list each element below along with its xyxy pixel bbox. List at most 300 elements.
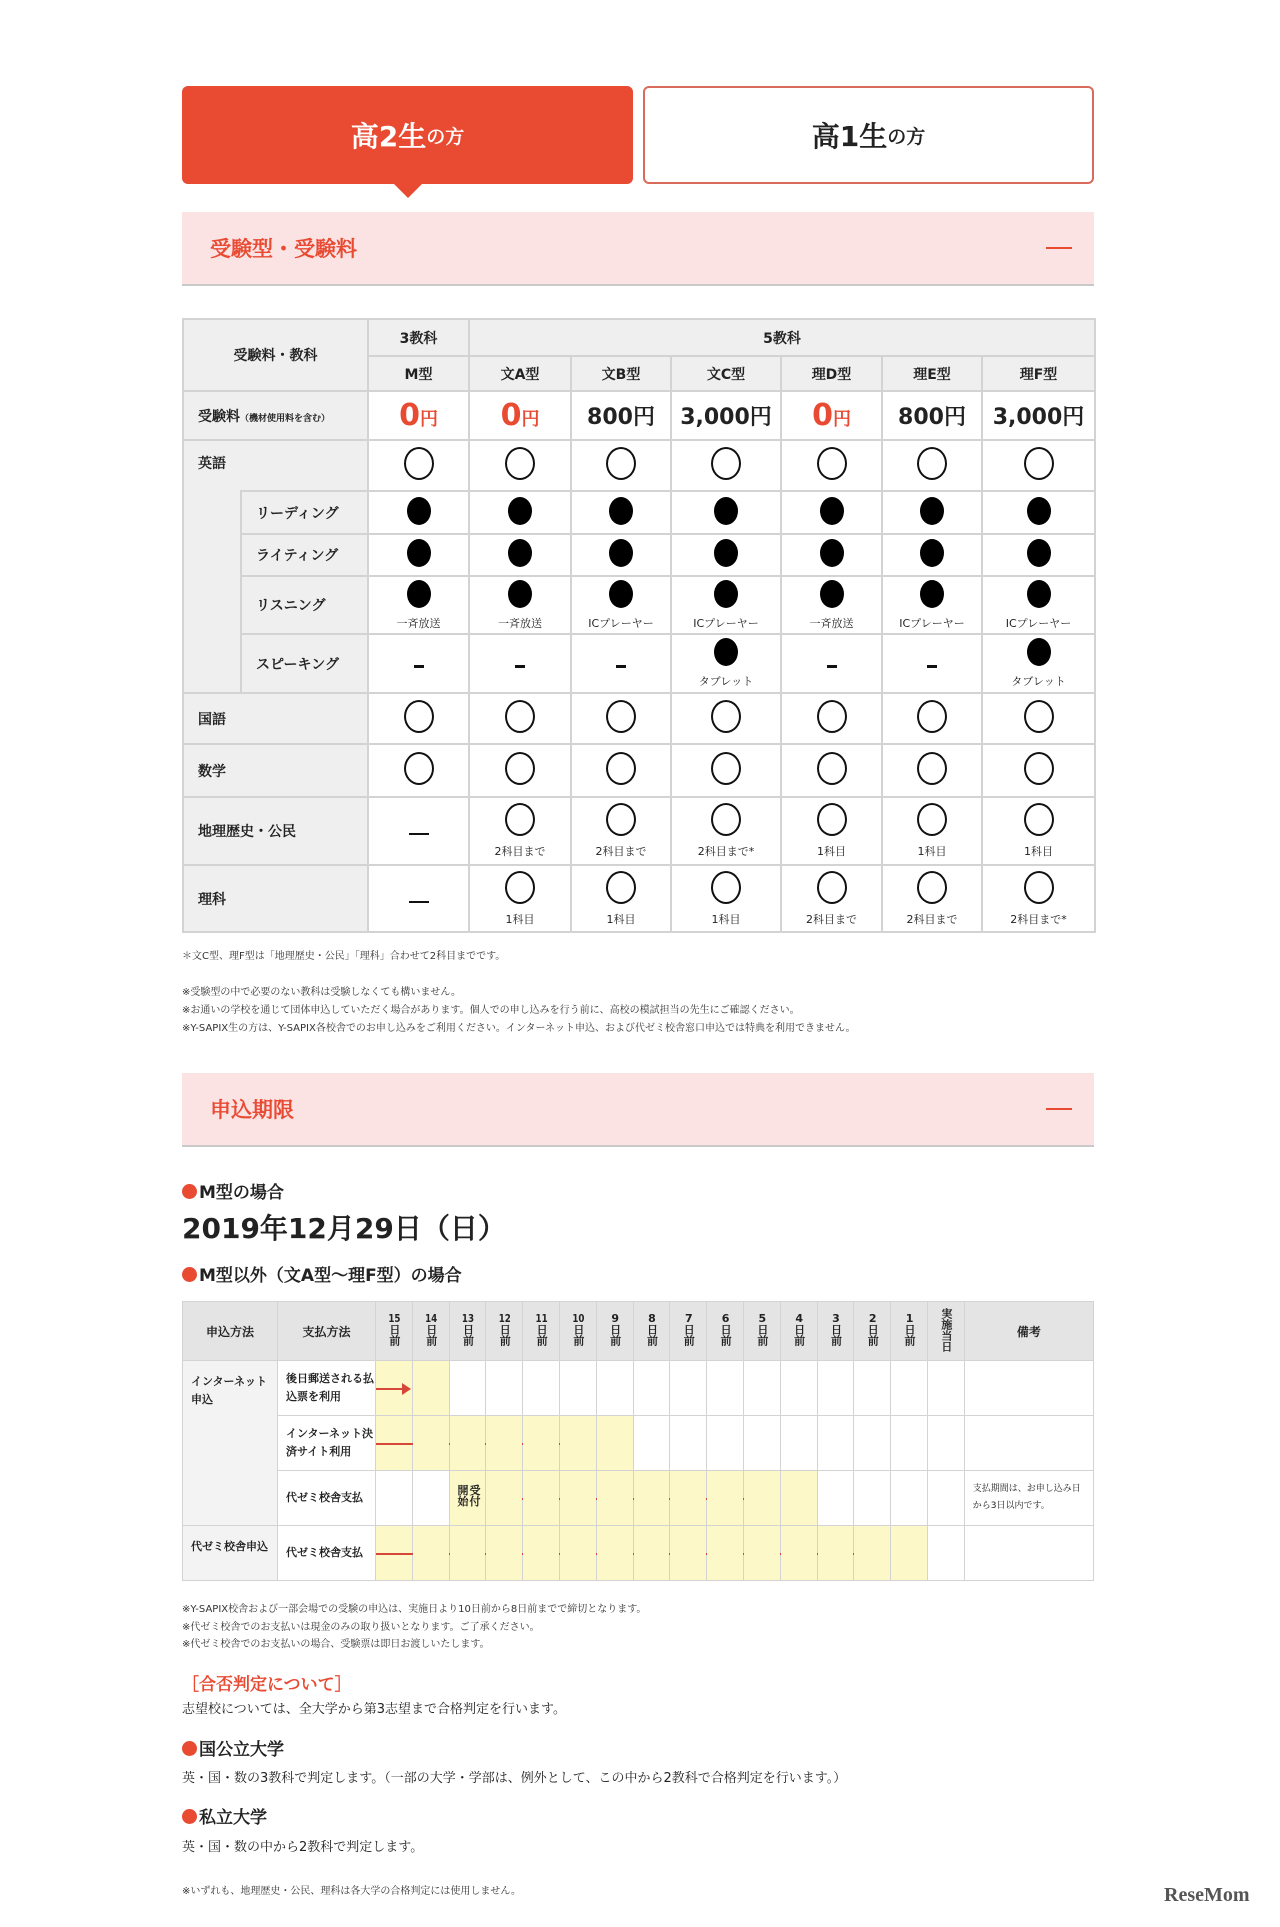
subject-row xyxy=(183,744,1095,797)
filled-circle-icon xyxy=(714,539,738,567)
note: ※Y-SAPIX生の方は、Y-SAPIX各校舎でのお申し込みをご利用ください。インターネット申込、および代ゼミ校舎窓口申込では特典を利用できません。 xyxy=(182,1023,856,1034)
fee-cell xyxy=(781,391,882,440)
day-number: 6 xyxy=(721,1313,730,1324)
mark-cell xyxy=(882,693,982,744)
mark-cell xyxy=(571,534,671,576)
fee-value: 0 xyxy=(399,398,420,433)
open-circle-icon xyxy=(1024,752,1054,785)
mark-note: 1科目 xyxy=(505,912,535,926)
day-label xyxy=(719,1313,731,1346)
day-cell xyxy=(596,1471,633,1526)
day-suffix: 日前 xyxy=(498,1324,512,1346)
open-circle-icon xyxy=(917,752,947,785)
day-cell xyxy=(412,1361,449,1416)
mark-cell xyxy=(571,865,671,932)
day-number: 5 xyxy=(758,1313,767,1324)
day-suffix: 日前 xyxy=(535,1324,549,1346)
filled-circle-icon xyxy=(714,497,738,525)
day-label xyxy=(535,1313,547,1346)
type-header: 理E型 xyxy=(882,356,982,391)
day-cell xyxy=(670,1416,707,1471)
day-label xyxy=(461,1313,473,1346)
day-cell xyxy=(633,1526,670,1581)
schedule-row xyxy=(183,1471,1094,1526)
dash-icon xyxy=(414,665,424,668)
private-univ-heading xyxy=(182,1803,267,1828)
subject-row xyxy=(183,491,1095,534)
open-circle-icon xyxy=(505,871,535,904)
day-cell xyxy=(780,1526,817,1581)
day-cell xyxy=(927,1361,964,1416)
mark-note: タブレット xyxy=(1011,675,1066,688)
day-cell xyxy=(743,1526,780,1581)
day-cell xyxy=(743,1471,780,1526)
day-cell xyxy=(523,1416,560,1471)
tab-grade-1[interactable] xyxy=(643,86,1094,184)
fee-unit: 円 xyxy=(419,409,438,430)
heading-text: M型の場合 xyxy=(199,1183,284,1203)
open-circle-icon xyxy=(606,803,636,836)
mark-cell xyxy=(882,797,982,865)
mark-cell xyxy=(882,865,982,932)
dash-icon xyxy=(827,665,837,668)
m-type-deadline-date: 2019年12月29日（日） xyxy=(182,1212,506,1245)
mark-cell xyxy=(671,576,781,634)
fee-value: 800円 xyxy=(587,405,655,430)
footnote: ※いずれも、地理歴史・公民、理科は各大学の合格判定には使用しません。 xyxy=(182,1886,521,1897)
day-cell xyxy=(707,1526,744,1581)
mark-cell xyxy=(571,576,671,634)
day-suffix: 日前 xyxy=(682,1324,696,1346)
day-cell xyxy=(670,1361,707,1416)
day-cell xyxy=(891,1416,928,1471)
day-cell xyxy=(633,1361,670,1416)
mark-cell xyxy=(368,865,469,932)
day-number: 8 xyxy=(648,1313,656,1324)
filled-circle-icon xyxy=(920,580,944,608)
mark-cell xyxy=(671,865,781,932)
open-circle-icon xyxy=(917,700,947,733)
mark-cell xyxy=(671,440,781,491)
method-cell: インターネット申込 xyxy=(183,1361,278,1526)
method-header: 申込方法 xyxy=(183,1302,278,1361)
payment-cell: 後日郵送される払込票を利用 xyxy=(278,1361,376,1416)
mark-cell xyxy=(671,744,781,797)
exam-type-table xyxy=(182,318,1096,933)
fee-value: 0 xyxy=(500,398,522,433)
filled-circle-icon xyxy=(1027,497,1051,525)
day-cell xyxy=(817,1361,854,1416)
subject-label: 地理歴史・公民 xyxy=(183,797,368,865)
corner-header: 受験料・教科 xyxy=(183,319,368,391)
mark-cell xyxy=(982,534,1095,576)
day-cell xyxy=(633,1416,670,1471)
private-univ-text: 英・国・数の中から2教科で判定します。 xyxy=(182,1840,424,1855)
day-label xyxy=(425,1313,437,1346)
note-cell xyxy=(964,1361,1093,1416)
day-label xyxy=(645,1313,657,1346)
day-suffix: 日前 xyxy=(387,1324,401,1346)
day-cell xyxy=(854,1361,891,1416)
mark-cell xyxy=(571,797,671,865)
open-circle-icon xyxy=(404,447,434,480)
open-circle-icon xyxy=(817,752,847,785)
mark-cell xyxy=(882,491,982,534)
collapse-icon[interactable] xyxy=(1046,1108,1072,1110)
day-number: 2 xyxy=(868,1313,877,1324)
day-header xyxy=(854,1302,891,1361)
day-cell xyxy=(854,1471,891,1526)
mark-cell xyxy=(571,744,671,797)
type-header: 理F型 xyxy=(982,356,1095,391)
open-circle-icon xyxy=(606,447,636,480)
mark-cell xyxy=(368,797,469,865)
day-cell xyxy=(743,1416,780,1471)
day-header xyxy=(376,1302,413,1361)
day-cell xyxy=(670,1526,707,1581)
open-circle-icon xyxy=(711,447,741,480)
day-header xyxy=(449,1302,486,1361)
dash-icon xyxy=(616,665,626,668)
day-cell xyxy=(486,1471,523,1526)
open-circle-icon xyxy=(404,700,434,733)
mark-note: 2科目まで xyxy=(806,912,857,926)
mark-cell xyxy=(368,491,469,534)
day-suffix: 日前 xyxy=(571,1324,585,1346)
mark-note: 2科目まで* xyxy=(697,845,755,858)
day-cell xyxy=(559,1471,596,1526)
day-cell xyxy=(523,1526,560,1581)
day-cell xyxy=(486,1361,523,1416)
day-number: 9 xyxy=(611,1313,619,1324)
mark-note: ICプレーヤー xyxy=(693,616,759,630)
mark-note: ICプレーヤー xyxy=(1005,616,1072,630)
day-suffix: 日前 xyxy=(792,1324,806,1346)
day-header xyxy=(523,1302,560,1361)
day-header xyxy=(743,1302,780,1361)
day-number: 13 xyxy=(461,1313,475,1324)
mark-note: 1科目 xyxy=(606,912,636,926)
day-cell xyxy=(780,1416,817,1471)
bullet-icon xyxy=(182,1184,197,1199)
dash-icon xyxy=(927,665,937,668)
day-cell xyxy=(523,1471,560,1526)
subject-sublabel: リーディング xyxy=(241,491,368,534)
day-suffix: 日前 xyxy=(903,1324,917,1346)
mark-note: 1科目 xyxy=(917,845,947,858)
judgement-title: ［合否判定について］ xyxy=(182,1675,352,1695)
open-circle-icon xyxy=(817,700,847,733)
fee-label xyxy=(183,391,368,440)
mark-cell xyxy=(469,744,571,797)
filled-circle-icon xyxy=(714,638,738,666)
note-cell xyxy=(964,1416,1093,1471)
fee-value: 3,000円 xyxy=(992,405,1085,430)
other-type-heading xyxy=(182,1261,462,1286)
tab-label-suffix: の方 xyxy=(887,125,926,148)
day-cell xyxy=(559,1416,596,1471)
spacer-cell xyxy=(241,440,368,491)
tab-grade-2[interactable] xyxy=(182,86,633,184)
mark-cell xyxy=(469,797,571,865)
mark-cell xyxy=(368,634,469,693)
fee-label-note: （機材使用料を含む） xyxy=(240,413,331,424)
mark-cell xyxy=(882,576,982,634)
schedule-row xyxy=(183,1416,1094,1471)
subject-label: 国語 xyxy=(183,693,368,744)
open-circle-icon xyxy=(505,803,535,836)
day-cell xyxy=(927,1416,964,1471)
mark-cell xyxy=(671,634,781,693)
day-cell xyxy=(780,1361,817,1416)
tab-label: 高1生 xyxy=(811,120,888,153)
mark-cell xyxy=(571,634,671,693)
day-suffix: 日前 xyxy=(866,1324,880,1346)
fee-unit: 円 xyxy=(521,409,540,430)
filled-circle-icon xyxy=(508,539,532,567)
mark-note: 1科目 xyxy=(1024,845,1053,858)
type-header: 文B型 xyxy=(571,356,671,391)
day-header xyxy=(633,1302,670,1361)
heading-text: 私立大学 xyxy=(199,1808,267,1828)
day-header xyxy=(817,1302,854,1361)
filled-circle-icon xyxy=(820,539,844,567)
day-header xyxy=(707,1302,744,1361)
open-circle-icon xyxy=(505,447,535,480)
day-cell xyxy=(891,1526,928,1581)
note: ※Y-SAPIX校舎および一部会場での受験の申込は、実施日より10日前から8日前までで締切となります。 xyxy=(182,1604,647,1615)
subject-row xyxy=(183,865,1095,932)
day-header xyxy=(670,1302,707,1361)
filled-circle-icon xyxy=(407,497,431,525)
note: ※お通いの学校を通じて団体申込していただく場合があります。個人での申し込みを行う前に、高校の模試担当の先生にご確認ください。 xyxy=(182,1005,800,1016)
day-number: 7 xyxy=(684,1313,693,1324)
day-label xyxy=(756,1313,768,1346)
payment-cell: 代ゼミ校舎支払 xyxy=(278,1471,376,1526)
mark-cell xyxy=(781,491,882,534)
filled-circle-icon xyxy=(820,497,844,525)
fee-label-text: 受験料 xyxy=(198,408,240,425)
day-cell xyxy=(707,1471,744,1526)
bullet-icon xyxy=(182,1809,197,1824)
day-number: 12 xyxy=(498,1313,511,1324)
day-number: 14 xyxy=(425,1313,438,1324)
group-header: 5教科 xyxy=(469,319,1095,356)
section-header-deadline[interactable] xyxy=(182,1073,1094,1147)
payment-header: 支払方法 xyxy=(278,1302,376,1361)
day-cell xyxy=(817,1526,854,1581)
day-number: 3 xyxy=(832,1313,840,1324)
mark-cell xyxy=(982,865,1095,932)
day-label xyxy=(572,1313,584,1346)
mark-cell xyxy=(781,744,882,797)
fee-value: 0 xyxy=(812,398,833,433)
open-circle-icon xyxy=(817,803,847,836)
open-circle-icon xyxy=(606,700,636,733)
fee-cell xyxy=(368,391,469,440)
day-cell xyxy=(376,1526,413,1581)
mark-cell xyxy=(671,797,781,865)
mark-cell xyxy=(571,693,671,744)
filled-circle-icon xyxy=(714,580,738,608)
day-cell xyxy=(780,1471,817,1526)
filled-circle-icon xyxy=(407,580,431,608)
mark-cell xyxy=(469,576,571,634)
mark-cell xyxy=(982,634,1095,693)
filled-circle-icon xyxy=(1027,638,1051,666)
collapse-icon[interactable] xyxy=(1046,247,1072,249)
open-circle-icon xyxy=(711,752,741,785)
filled-circle-icon xyxy=(1027,580,1051,608)
note-header: 備考 xyxy=(964,1302,1093,1361)
section-header-exam-types[interactable] xyxy=(182,212,1094,286)
heading-text: 国公立大学 xyxy=(199,1740,284,1760)
day-cell xyxy=(449,1526,486,1581)
day-number: 4 xyxy=(795,1313,803,1324)
filled-circle-icon xyxy=(609,580,633,608)
subject-sublabel: ライティング xyxy=(241,534,368,576)
filled-circle-icon xyxy=(508,497,532,525)
open-circle-icon xyxy=(917,447,947,480)
mark-cell xyxy=(671,534,781,576)
open-circle-icon xyxy=(917,803,947,836)
day-cell xyxy=(449,1471,486,1526)
subject-label: 数学 xyxy=(183,744,368,797)
day-cell xyxy=(559,1526,596,1581)
filled-circle-icon xyxy=(609,539,633,567)
mark-cell xyxy=(982,797,1095,865)
schedule-row xyxy=(183,1361,1094,1416)
day-number: 15 xyxy=(388,1313,401,1324)
note: ※受験型の中で必要のない教科は受験しなくても構いません。 xyxy=(182,987,461,998)
day-number: 11 xyxy=(535,1313,548,1324)
mark-cell xyxy=(982,491,1095,534)
open-circle-icon xyxy=(606,752,636,785)
judgement-intro: 志望校については、全大学から第3志望まで合格判定を行います。 xyxy=(182,1702,566,1717)
subject-row xyxy=(183,797,1095,865)
day-header xyxy=(486,1302,523,1361)
day-label xyxy=(498,1313,510,1346)
section-title: 受験型・受験料 xyxy=(210,237,357,261)
section-title: 申込期限 xyxy=(210,1098,294,1122)
open-circle-icon xyxy=(1024,447,1054,480)
open-circle-icon xyxy=(1024,700,1054,733)
mark-note: タブレット xyxy=(698,675,754,688)
day-label xyxy=(793,1313,805,1346)
schedule-row xyxy=(183,1526,1094,1581)
mark-cell xyxy=(882,744,982,797)
mark-cell xyxy=(781,634,882,693)
day-cell xyxy=(559,1361,596,1416)
day-cell xyxy=(412,1416,449,1471)
open-circle-icon xyxy=(606,871,636,904)
note: ※代ゼミ校舎でのお支払いは現金のみの取り扱いとなります。ご了承ください。 xyxy=(182,1622,540,1633)
day-label xyxy=(682,1313,694,1346)
mark-note: 一斉放送 xyxy=(809,616,854,630)
subject-label: 英語 xyxy=(183,440,241,693)
mark-cell xyxy=(469,534,571,576)
subject-row xyxy=(183,440,1095,491)
mark-cell xyxy=(368,576,469,634)
mark-cell xyxy=(469,491,571,534)
mark-note: 2科目まで xyxy=(595,845,647,858)
day-cell xyxy=(412,1471,449,1526)
application-schedule-table xyxy=(182,1301,1094,1581)
day-suffix: 日前 xyxy=(719,1324,733,1346)
subject-row xyxy=(183,693,1095,744)
filled-circle-icon xyxy=(920,539,944,567)
type-header: M型 xyxy=(368,356,469,391)
subject-row xyxy=(183,534,1095,576)
mark-cell xyxy=(882,440,982,491)
mark-cell xyxy=(781,576,882,634)
mark-note: 2科目まで xyxy=(906,912,958,926)
mark-cell xyxy=(469,440,571,491)
day-suffix: 日前 xyxy=(424,1324,438,1346)
mark-note: 2科目まで xyxy=(494,845,546,858)
fee-unit: 円 xyxy=(832,409,851,430)
mark-cell xyxy=(368,744,469,797)
mark-cell xyxy=(368,534,469,576)
day-suffix: 日前 xyxy=(608,1324,622,1346)
day-cell xyxy=(817,1416,854,1471)
method-cell: 代ゼミ校舎申込 xyxy=(183,1526,278,1581)
day-cell xyxy=(854,1416,891,1471)
note-cell: 支払期間は、お申し込み日から3日以内です。 xyxy=(964,1471,1093,1526)
day-cell xyxy=(449,1416,486,1471)
mark-cell xyxy=(469,865,571,932)
open-circle-icon xyxy=(505,752,535,785)
mark-cell xyxy=(982,440,1095,491)
day-cell xyxy=(891,1361,928,1416)
mark-cell xyxy=(571,491,671,534)
subject-row xyxy=(183,634,1095,693)
subject-sublabel: リスニング xyxy=(241,576,368,634)
payment-cell: インターネット決済サイト利用 xyxy=(278,1416,376,1471)
day-suffix: 日前 xyxy=(645,1324,659,1346)
start-label: 受付開始 xyxy=(455,1484,481,1507)
day-label xyxy=(866,1313,878,1346)
mark-cell xyxy=(571,440,671,491)
day-cell xyxy=(412,1526,449,1581)
day-header xyxy=(412,1302,449,1361)
fee-cell xyxy=(671,391,781,440)
mark-note: ICプレーヤー xyxy=(588,616,654,630)
mark-cell xyxy=(469,634,571,693)
type-header: 理D型 xyxy=(781,356,882,391)
period-arrow xyxy=(376,1388,409,1390)
day-cell xyxy=(891,1471,928,1526)
mark-note: 1科目 xyxy=(817,845,846,858)
m-type-heading xyxy=(182,1178,284,1203)
day-cell xyxy=(596,1416,633,1471)
bullet-icon xyxy=(182,1267,197,1282)
day-header xyxy=(780,1302,817,1361)
day-number: 10 xyxy=(572,1313,585,1324)
mark-cell xyxy=(368,693,469,744)
open-circle-icon xyxy=(711,871,741,904)
note: ※代ゼミ校舎でのお支払いの場合、受験票は即日お渡しいたします。 xyxy=(182,1639,490,1650)
day-cell xyxy=(633,1471,670,1526)
mark-cell xyxy=(882,634,982,693)
day-suffix: 日前 xyxy=(755,1324,769,1346)
day-label xyxy=(903,1313,915,1346)
fee-cell xyxy=(982,391,1095,440)
day-label xyxy=(829,1313,841,1346)
open-circle-icon xyxy=(817,447,847,480)
mark-cell xyxy=(671,693,781,744)
subject-sublabel: スピーキング xyxy=(241,634,368,693)
